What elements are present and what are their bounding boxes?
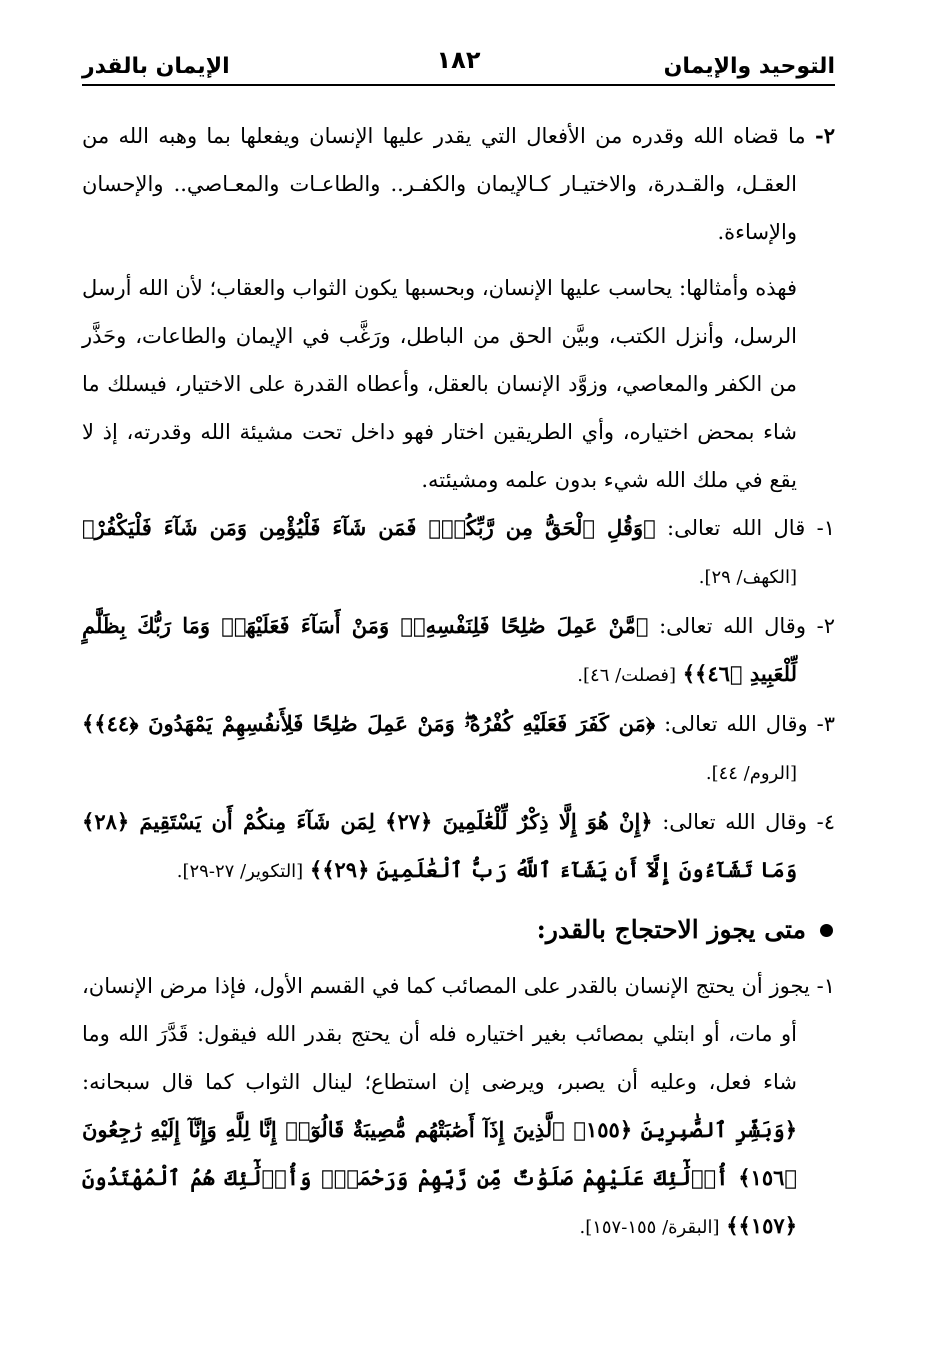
quote-item <box>82 602 835 700</box>
quote-marker: ٤- <box>816 810 835 834</box>
section-heading <box>82 902 835 958</box>
point-one-justification <box>82 962 835 1252</box>
quran-verse: ﴿مَن كَفَرَ فَعَلَيْهِ كُفْرُهُۥۖ وَمَنْ عَمِلَ صَٰلِحًا فَلِأَنفُسِهِمْ يَمْهَدُونَ ﴿٤٤﴾﴾ <box>82 711 656 736</box>
point-marker: ٢- <box>815 123 835 148</box>
quote-marker: ٣- <box>816 712 836 736</box>
section-heading-text: متى يجوز الاحتجاج بالقدر: <box>536 915 806 944</box>
verse-citation: [التكوير/ ٢٧-٢٩]. <box>176 861 304 882</box>
quote-item <box>82 798 835 896</box>
verse-citation: [فصلت/ ٤٦]. <box>577 665 677 686</box>
page-number: ١٨٢ <box>436 46 481 74</box>
page-body <box>82 112 835 1252</box>
verse-citation: [الكهف/ ٢٩]. <box>698 567 797 588</box>
point-marker: ١- <box>816 974 835 998</box>
quote-intro: وقال الله تعالى: <box>662 810 807 834</box>
quote-intro: وقال الله تعالى: <box>659 614 806 638</box>
bullet-icon <box>820 924 833 937</box>
point-text: ما قضاه الله وقدره من الأفعال التي يقدر عليها الإنسان ويفعلها بما وهبه الله من العقـل، والقـدرة، والاختيـار كـالإيمان والكفـر.. والطاعـات والمعـاصي.. والإحسان والإساءة. <box>82 124 806 244</box>
point-text: يجوز أن يحتج الإنسان بالقدر على المصائب كما في القسم الأول، فإذا مرض الإنسان، أو مات، أو ابتلي بمصائب بغير اختياره فله أن يحتج بقدر الله فيقول: قَدَّرَ الله وما شاء فعل، وعليه أن يصبر، ويرضى إن استطاع؛ لينال الثواب كما قال سبحانه: <box>82 974 810 1094</box>
quran-verse: ﴿مَّنْ عَمِلَ صَٰلِحًا فَلِنَفْسِهِۦۖ وَمَنْ أَسَآءَ فَعَلَيْهَاۗ وَمَا رَبُّكَ بِظَلَّٰمٍ لِّلْعَبِيدِ ﴿٤٦﴾﴾ <box>82 613 797 686</box>
explanation-paragraph: فهذه وأمثالها: يحاسب عليها الإنسان، وبحسبها يكون الثواب والعقاب؛ لأن الله أرسل الرسل، وأنزل الكتب، وبيَّن الحق من الباطل، ورَغَّب في الإيمان والطاعات، وحَذَّر من الكفر والمعاصي، وزوَّد الإنسان بالعقل، وأعطاه القدرة على الاختيار، فيسلك ما شاء بمحض اختياره، وأي الطريقين اختار فهو داخل تحت مشيئة الله وقدرته، إذ لا يقع في ملك الله شيء بدون علمه ومشيئته. <box>82 276 797 492</box>
book-title: التوحيد والإيمان <box>663 54 835 79</box>
quran-verse: ﴿وَبَشِّرِ ٱلصَّٰبِرِينَ ﴿١٥٥﴾ ٱلَّذِينَ إِذَآ أَصَٰبَتْهُم مُّصِيبَةٌ قَالُوٓا۟ إِنَّا لِلَّهِ وَإِنَّآ إِلَيْهِ رَٰجِعُونَ ﴿١٥٦﴾ أُو۟لَٰٓئِكَ عَلَيْهِمْ صَلَوَٰتٌ مِّن رَّبِّهِمْ وَرَحْمَةٌۖ وَأُو۟لَٰٓئِكَ هُمُ ٱلْمُهْتَدُونَ ﴿١٥٧﴾﴾ <box>82 1117 797 1238</box>
chapter-title: الإيمان بالقدر <box>82 54 230 79</box>
quote-intro: وقال الله تعالى: <box>664 712 808 736</box>
page-header <box>82 48 835 86</box>
point-two <box>82 112 835 256</box>
verse-citation: [الروم/ ٤٤]. <box>705 763 797 784</box>
quote-item <box>82 700 835 798</box>
quote-item <box>82 504 835 602</box>
quote-intro: قال الله تعالى: <box>667 516 806 540</box>
quran-verse: ﴿وَقُلِ ٱلْحَقُّ مِن رَّبِّكُمْۖ فَمَن شَآءَ فَلْيُؤْمِن وَمَن شَآءَ فَلْيَكْفُرْ﴾ <box>82 515 656 540</box>
quote-marker: ٢- <box>816 614 835 638</box>
verse-citation: [البقرة/ ١٥٥-١٥٧]. <box>579 1217 720 1238</box>
quote-marker: ١- <box>816 516 835 540</box>
quran-verse: ﴿إِنْ هُوَ إِلَّا ذِكْرٌ لِّلْعَٰلَمِينَ ﴿٢٧﴾ لِمَن شَآءَ مِنكُمْ أَن يَسْتَقِيمَ ﴿٢٨﴾ وَمَا تَشَآءُونَ إِلَّآ أَن يَشَآءَ ٱللَّهُ رَبُّ ٱلْعَٰلَمِينَ ﴿٢٩﴾﴾ <box>82 809 797 882</box>
